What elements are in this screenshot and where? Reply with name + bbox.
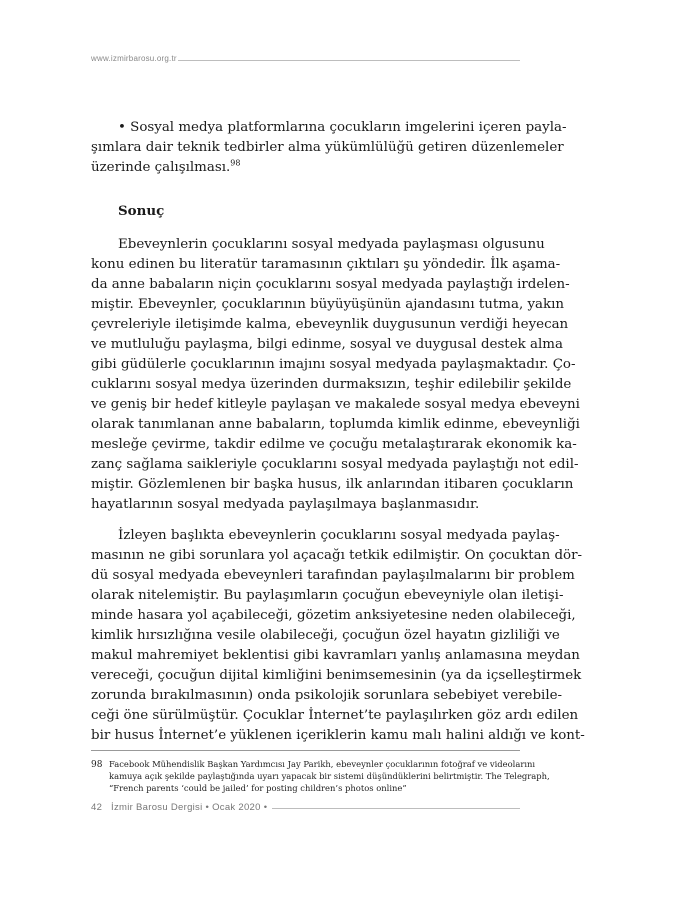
footnote: [91, 758, 550, 794]
paragraph-conclusion-2: [91, 526, 585, 746]
footnote-line: [91, 758, 536, 770]
text-line: vereceği, çocuğun dijital kimliğini benimsemesinin (ya da içselleştirmek: [91, 668, 582, 683]
footer-separator: •: [205, 802, 210, 813]
text-line: dü sosyal medyada ebeveynleri tarafından paylaşılmalarını bir problem: [91, 568, 575, 583]
text-line: şımlara dair teknik tedbirler alma yükümlülüğü getiren düzenlemeler: [91, 140, 564, 155]
text-line: minde hasara yol açabileceği, gözetim anksiyetesine neden olabileceği,: [91, 608, 576, 623]
footer-rule: [272, 808, 520, 809]
footnote-text: Facebook Mühendislik Başkan Yardımcısı Jay Parikh, ebeveynler çocuklarının fotoğraf ve videolarını: [109, 759, 536, 769]
issue-date: Ocak 2020: [212, 802, 261, 813]
header-url: www.izmirbarosu.org.tr: [91, 54, 177, 63]
text-line: miştir. Ebeveynler, çocuklarının büyüyüşünün ajandasını tutma, yakın: [91, 297, 565, 312]
text-line: Ebeveynlerin çocuklarını sosyal medyada paylaşması olgusunu: [118, 237, 545, 252]
text-line: da anne babaların niçin çocuklarını sosyal medyada paylaştığı irdelen-: [91, 277, 570, 292]
section-heading: Sonuç: [118, 203, 165, 219]
bullet-paragraph: [91, 118, 567, 178]
footnote-ref[interactable]: 98: [230, 158, 241, 168]
text-line: gibi güdülerle çocuklarının imajını sosyal medyada paylaşmaktadır. Ço-: [91, 357, 576, 372]
text-line: konu edinen bu literatür taramasının çıktıları şu yöndedir. İlk aşama-: [91, 257, 561, 272]
text-line: miştir. Gözlemlenen bir başka husus, ilk anlarından itibaren çocukların: [91, 477, 574, 492]
text-line: masının ne gibi sorunlara yol açacağı tetkik edilmiştir. On çocuktan dör-: [91, 548, 583, 563]
text-line: [91, 158, 520, 178]
text-line: zorunda bırakılmasının) onda psikolojik sorunlara sebebiyet verebile-: [91, 688, 563, 703]
text-line: • Sosyal medya platformlarına çocukların imgelerini içeren payla-: [118, 120, 567, 135]
footnote-number: 98: [91, 760, 103, 770]
text-line: ceği öne sürülmüştür. Çocuklar İnternet’te paylaşılırken göz ardı edilen: [91, 708, 579, 723]
footnote-rule: [91, 750, 520, 751]
journal-name: İzmir Barosu Dergisi: [111, 802, 203, 813]
footnote-line: “French parents ‘could be jailed’ for posting children’s photos online”: [109, 783, 407, 793]
text-line: çevreleriyle iletişimde kalma, ebeveynlik duygusunun verdiği heyecan: [91, 317, 569, 332]
text-line: İzleyen başlıkta ebeveynlerin çocuklarını sosyal medyada paylaş-: [118, 528, 560, 543]
text-line: makul mahremiyet beklentisi gibi kavramları yanlış anlamasına meydan: [91, 648, 580, 663]
text-line: kimlik hırsızlığına vesile olabileceği, çocuğun özel hayatın gizliliği ve: [91, 628, 560, 643]
page-number: 42: [91, 802, 103, 813]
text-line: bir husus İnternet’e yüklenen içeriklerin kamu malı halini aldığı ve kont-: [91, 728, 585, 743]
text-line: ve mutluluğu paylaşma, bilgi edinme, sosyal ve duygusal destek alma: [91, 337, 563, 352]
text-line: ve geniş bir hedef kitleyle paylaşan ve makalede sosyal medya ebeveyni: [91, 397, 580, 412]
footer-separator-end: •: [263, 802, 268, 813]
text-line: zanç sağlama saikleriyle çocuklarını sosyal medyada paylaştığı not edil-: [91, 457, 579, 472]
text-line: olarak nitelemiştir. Bu paylaşımların çocuğun ebeveyniyle olan iletişi-: [91, 588, 564, 603]
text-line-content: üzerinde çalışılması.: [91, 160, 231, 175]
text-line: hayatlarının sosyal medyada paylaşılmaya başlanmasıdır.: [91, 497, 480, 512]
page-footer: [91, 802, 267, 813]
text-line: mesleğe çevirme, takdir edilme ve çocuğu metalaştırarak ekonomik ka-: [91, 437, 577, 452]
paragraph-conclusion-1: [91, 235, 580, 515]
header-rule: [178, 60, 520, 61]
text-line: cuklarını sosyal medya üzerinden durmaksızın, teşhir edilebilir şekilde: [91, 377, 572, 392]
footnote-line: kamuya açık şekilde paylaştığında uyarı yapacak bir sistemi düşündüklerini belirtmiştir. The Telegraph,: [109, 771, 550, 781]
text-line: olarak tanımlanan anne babaların, toplumda kimlik edinme, ebeveynliği: [91, 417, 580, 432]
